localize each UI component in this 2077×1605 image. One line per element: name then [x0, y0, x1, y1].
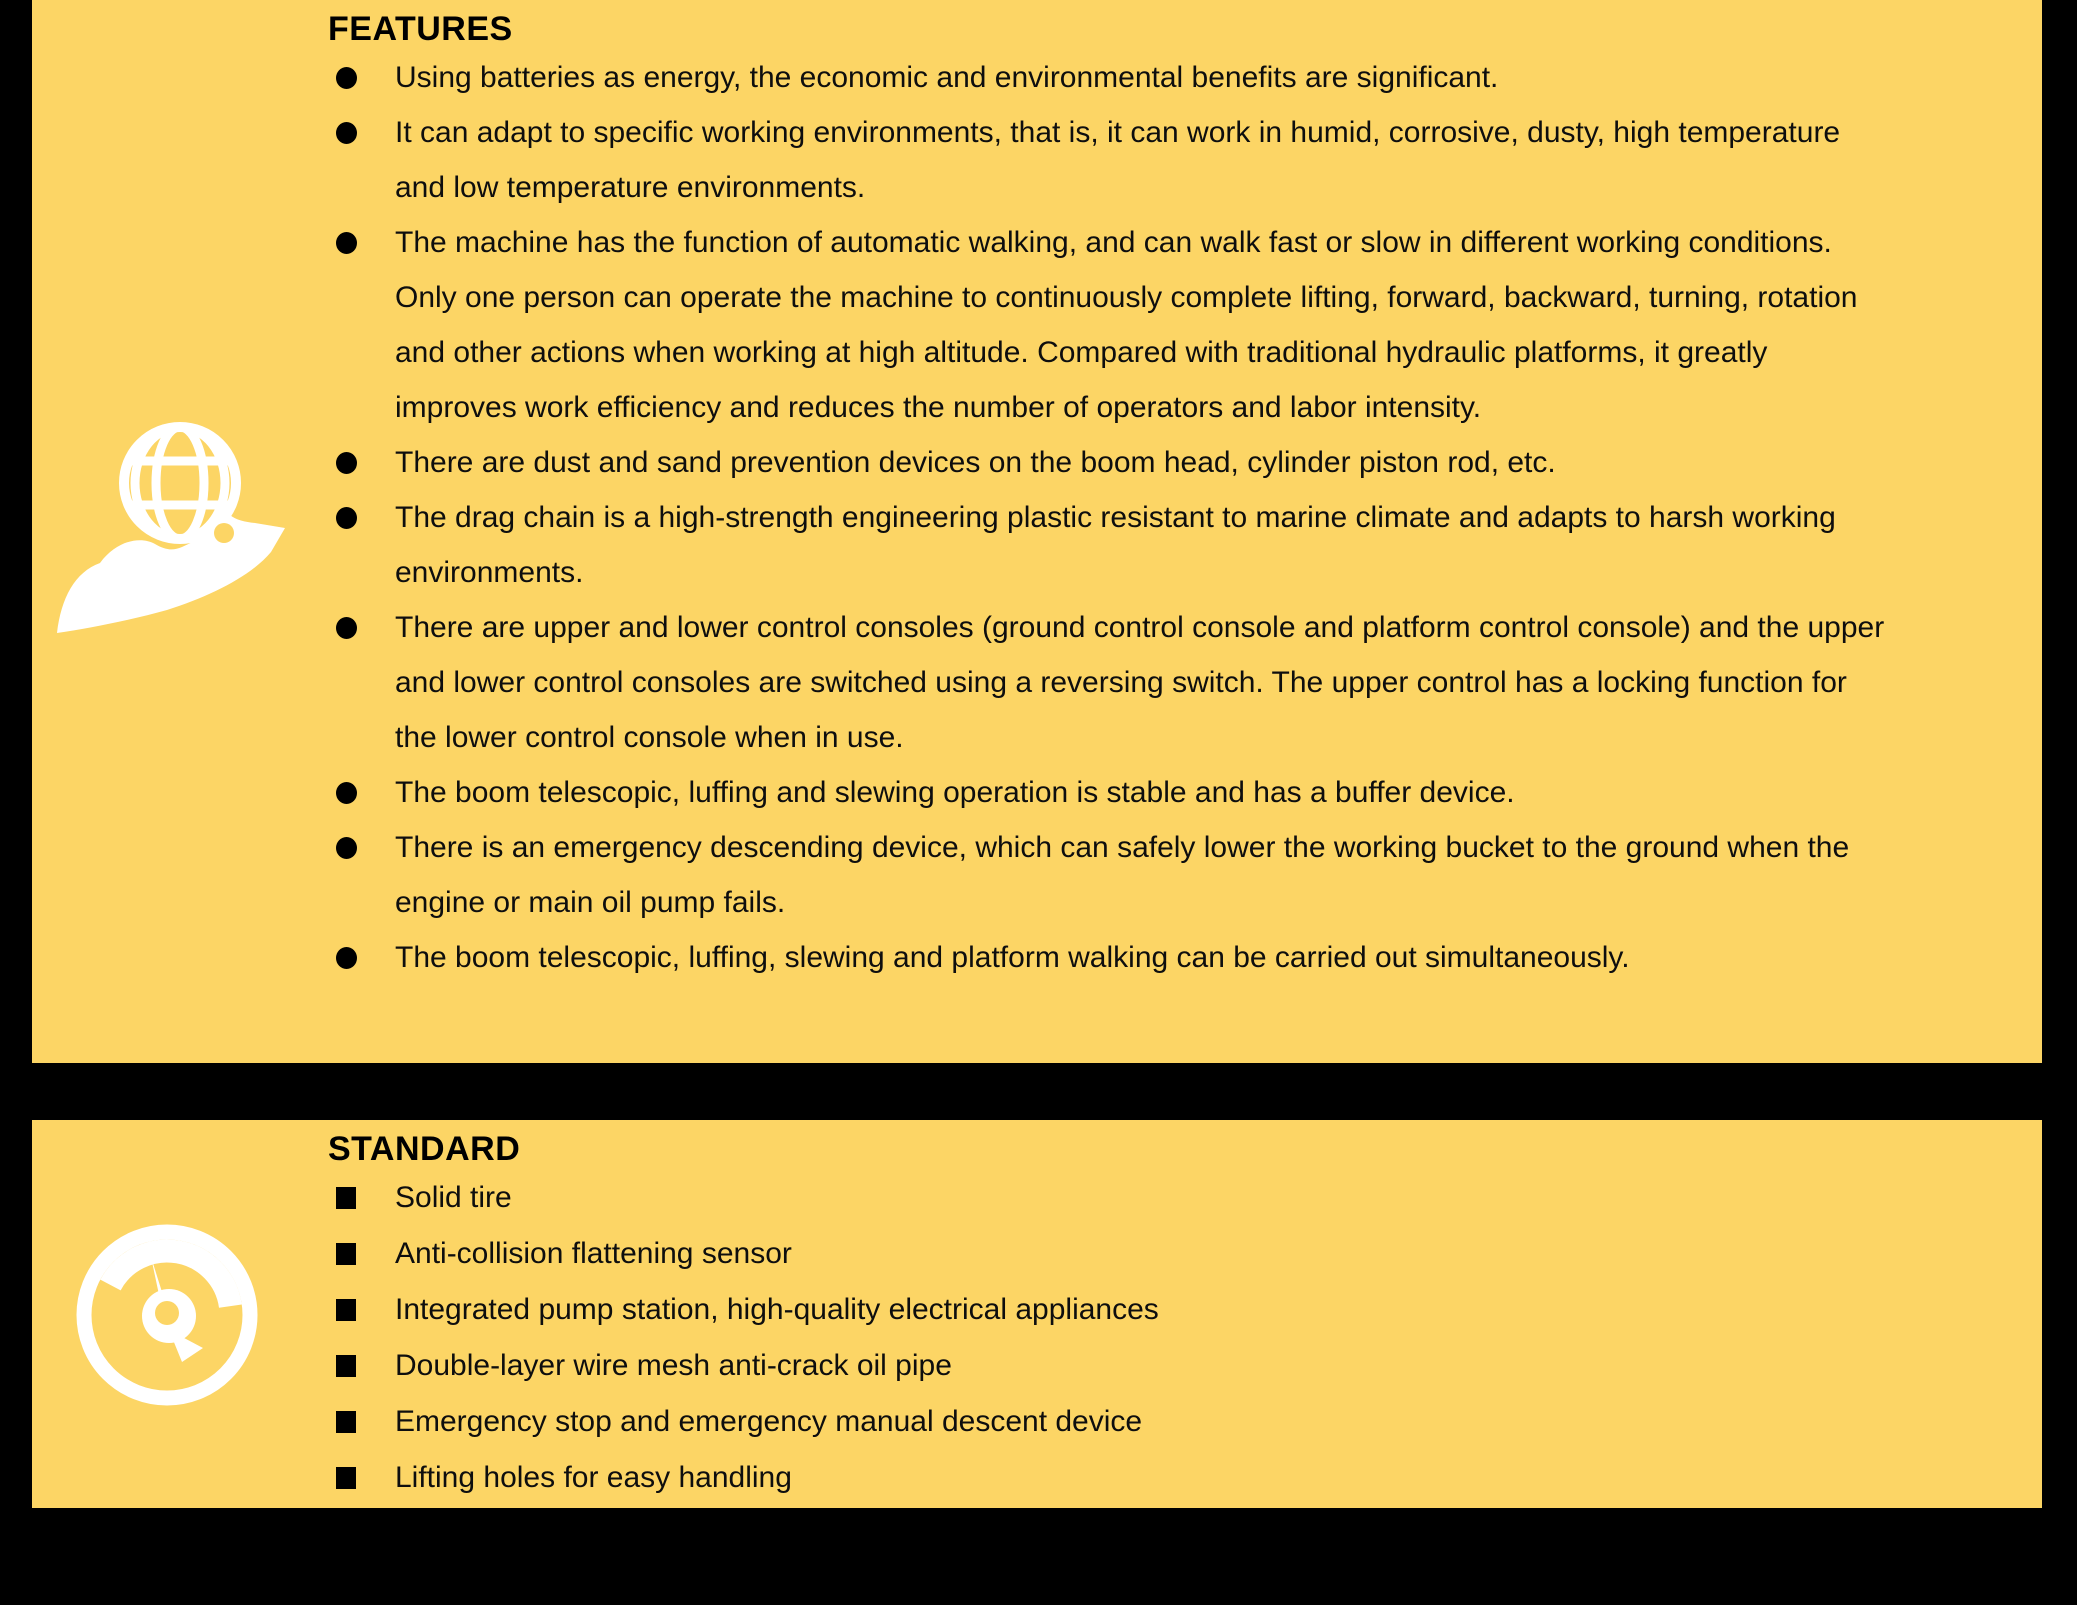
features-content: [328, 8, 1928, 985]
standard-item-text: Anti-collision flattening sensor: [395, 1237, 792, 1270]
standard-list-item: [328, 1450, 1895, 1506]
standard-list: [328, 1170, 1898, 1506]
standard-list-item: [328, 1170, 1895, 1226]
standard-panel: [32, 1120, 2042, 1508]
square-bullet-icon: [336, 1243, 356, 1265]
standard-item-text: Integrated pump station, high-quality electrical appliances: [395, 1293, 1159, 1326]
feature-list-item: [328, 215, 1895, 435]
feature-list-item: [328, 820, 1895, 930]
circle-bullet-icon: [336, 617, 357, 639]
feature-list-item: [328, 435, 1895, 490]
standard-item-text: Lifting holes for easy handling: [395, 1461, 792, 1494]
square-bullet-icon: [336, 1355, 356, 1377]
feature-list-item: [328, 930, 1895, 985]
feature-item-text: The drag chain is a high-strength engineering plastic resistant to marine climate and adapts to harsh working environments.: [395, 501, 1836, 589]
feature-list-item: [328, 600, 1895, 765]
square-bullet-icon: [336, 1411, 356, 1433]
feature-item-text: There is an emergency descending device, which can safely lower the working bucket to the ground when the engine or main oil pump fails.: [395, 831, 1850, 919]
standard-list-item: [328, 1394, 1895, 1450]
circle-bullet-icon: [336, 232, 357, 254]
feature-list-item: [328, 490, 1895, 600]
square-bullet-icon: [336, 1187, 356, 1209]
circle-bullet-icon: [336, 122, 357, 144]
features-list: [328, 50, 1898, 985]
standard-content: [328, 1128, 1928, 1506]
standard-list-item: [328, 1338, 1895, 1394]
standard-item-text: Double-layer wire mesh anti-crack oil pipe: [395, 1349, 952, 1382]
features-panel: [32, 0, 2042, 1063]
square-bullet-icon: [336, 1467, 356, 1489]
feature-list-item: [328, 765, 1895, 820]
standard-list-item: [328, 1226, 1895, 1282]
globe-in-hand-icon: [55, 420, 285, 635]
circle-bullet-icon: [336, 947, 357, 969]
gauge-icon: [67, 1215, 267, 1415]
circle-bullet-icon: [336, 507, 357, 529]
feature-item-text: Using batteries as energy, the economic and environmental benefits are significant.: [395, 61, 1499, 94]
circle-bullet-icon: [336, 452, 357, 474]
square-bullet-icon: [336, 1299, 356, 1321]
circle-bullet-icon: [336, 782, 357, 804]
standard-item-text: Solid tire: [395, 1181, 512, 1214]
standard-item-text: Emergency stop and emergency manual descent device: [395, 1405, 1143, 1438]
feature-item-text: The boom telescopic, luffing and slewing operation is stable and has a buffer device.: [395, 776, 1515, 809]
features-title: FEATURES: [328, 10, 513, 48]
feature-item-text: There are upper and lower control consoles (ground control console and platform control console) and the upper and lower control consoles are switched using a reversing switch. The upper control has a locking function for the lower control console when in use.: [395, 611, 1885, 754]
feature-item-text: It can adapt to specific working environments, that is, it can work in humid, corrosive, dusty, high temperature and low temperature environments.: [395, 116, 1841, 204]
standard-title: STANDARD: [328, 1130, 521, 1168]
feature-list-item: [328, 105, 1895, 215]
feature-item-text: The machine has the function of automatic walking, and can walk fast or slow in different working conditions. Only one person can operate the machine to continuously complete lifting, forward, backward, turning, rotation and other actions when working at high altitude. Compared with traditional hydraulic platforms, it greatly improves work efficiency and reduces the number of operators and labor intensity.: [395, 226, 1858, 424]
feature-item-text: The boom telescopic, luffing, slewing and platform walking can be carried out simultaneously.: [395, 941, 1630, 974]
circle-bullet-icon: [336, 67, 357, 89]
feature-item-text: There are dust and sand prevention devices on the boom head, cylinder piston rod, etc.: [395, 446, 1556, 479]
circle-bullet-icon: [336, 837, 357, 859]
feature-list-item: [328, 50, 1895, 105]
standard-list-item: [328, 1282, 1895, 1338]
